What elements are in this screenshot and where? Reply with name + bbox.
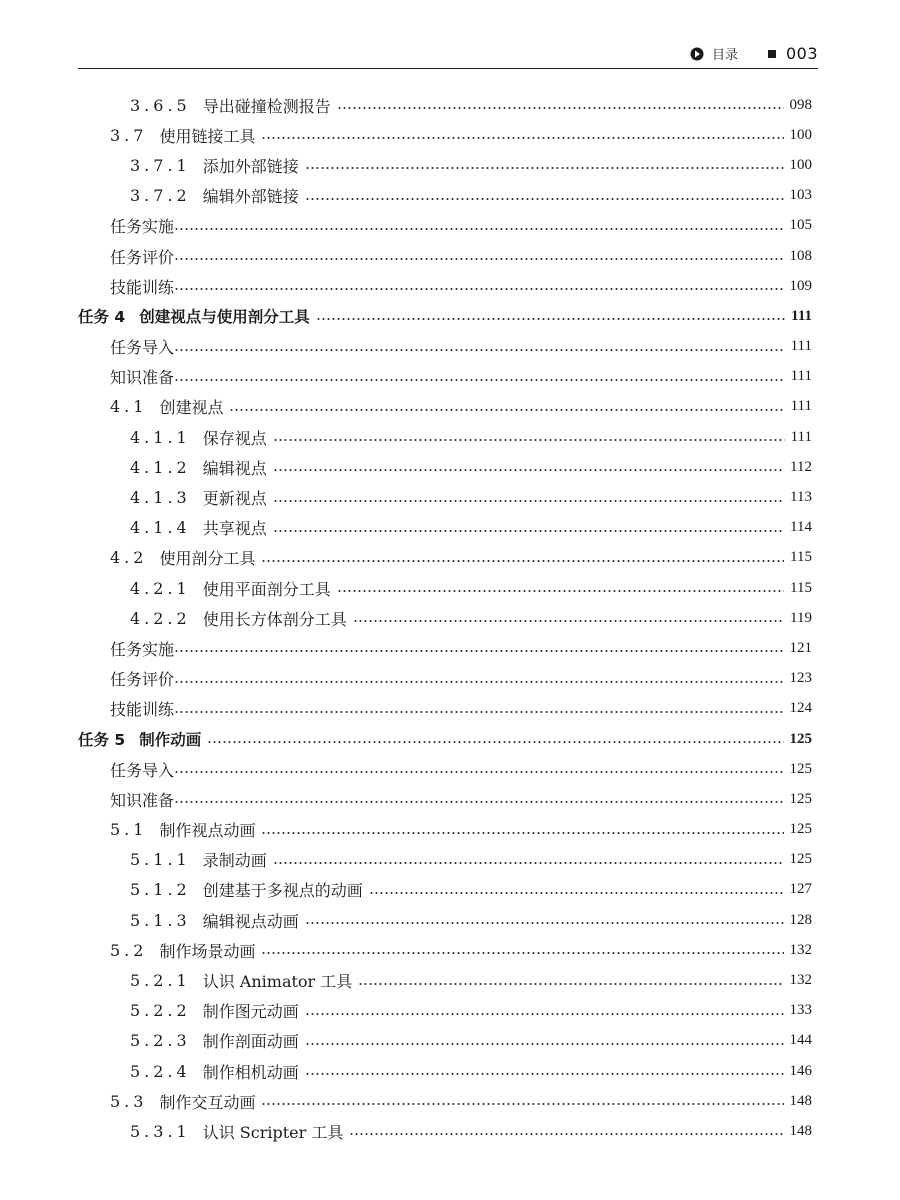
toc-entry-number: 3.7.2: [130, 186, 191, 206]
toc-entry[interactable]: [78, 181, 812, 211]
toc-entry-page: 148: [789, 1122, 812, 1139]
dot-leader: [358, 983, 783, 985]
toc-entry-page: 119: [790, 609, 812, 626]
toc-entry-title: 任务实施: [110, 639, 175, 659]
toc-entry-number: 5.2.3: [130, 1031, 191, 1051]
toc-entry-number: 4.1.3: [130, 488, 191, 508]
toc-entry[interactable]: [78, 1116, 812, 1146]
square-bullet-icon: [768, 50, 776, 58]
toc-entry-number: 5.2.4: [130, 1061, 191, 1081]
toc-entry-page: 108: [789, 247, 812, 264]
toc-entry-title: 认识 Scripter 工具: [202, 1122, 344, 1142]
toc-entry[interactable]: [78, 422, 812, 452]
toc-entry[interactable]: [78, 935, 812, 965]
toc-entry-title: 制作图元动画: [202, 1002, 299, 1022]
toc-entry-page: 112: [790, 458, 812, 475]
dot-leader: [174, 771, 783, 773]
toc-entry[interactable]: [78, 211, 812, 241]
toc-entry-page: 124: [789, 700, 812, 717]
toc-entry[interactable]: [78, 482, 812, 512]
toc-entry[interactable]: [78, 603, 812, 633]
toc-entry[interactable]: [78, 120, 812, 150]
toc-entry-title: 任务实施: [110, 217, 175, 237]
dot-leader: [261, 1103, 783, 1105]
toc-entry-page: 144: [789, 1032, 812, 1049]
toc-entry-title: 技能训练: [110, 700, 175, 720]
dot-leader: [305, 198, 784, 200]
dot-leader: [207, 741, 783, 743]
toc-entry[interactable]: [78, 271, 812, 301]
dot-leader: [316, 318, 785, 320]
toc-entry[interactable]: [78, 362, 812, 392]
header-section-label: 目录: [711, 48, 738, 63]
toc-entry-title: 任务评价: [110, 670, 175, 690]
toc-entry[interactable]: [78, 452, 812, 482]
toc-entry-title: 制作场景动画: [159, 941, 256, 961]
toc-entry-page: 098: [789, 96, 812, 113]
toc-entry[interactable]: [78, 754, 812, 784]
toc-entry-page: 103: [789, 187, 812, 204]
toc-entry-number: 5.1.2: [130, 880, 191, 900]
dot-leader: [261, 832, 783, 834]
toc-entry[interactable]: [78, 543, 812, 573]
toc-entry-title: 制作交互动画: [159, 1092, 256, 1112]
toc-entry-number: 4.2: [110, 548, 148, 568]
toc-entry[interactable]: [78, 573, 812, 603]
toc-entry-page: 115: [790, 579, 812, 596]
toc-entry-page: 115: [790, 549, 812, 566]
toc-entry-number: 5.2.1: [130, 971, 191, 991]
dot-leader: [337, 590, 784, 592]
toc-entry-page: 100: [789, 156, 812, 173]
toc-entry-page: 125: [789, 790, 812, 807]
dot-leader: [305, 1043, 784, 1045]
toc-entry-title: 使用平面剖分工具: [202, 579, 331, 599]
toc-entry-page: 128: [789, 911, 812, 928]
dot-leader: [337, 107, 784, 109]
toc-entry-page: 111: [790, 368, 812, 385]
toc-entry[interactable]: [78, 241, 812, 271]
toc-entry-page: 111: [790, 338, 812, 355]
toc-entry-number: 3.7.1: [130, 155, 191, 175]
dot-leader: [305, 1073, 784, 1075]
toc-entry[interactable]: [78, 905, 812, 935]
toc-entry-title: 保存视点: [202, 428, 267, 448]
dot-leader: [273, 469, 784, 471]
toc-entry-title: 录制动画: [202, 851, 267, 871]
toc-entry-number: 5.1.1: [130, 850, 191, 870]
toc-entry-number: 4.2.2: [130, 608, 191, 628]
toc-entry-title: 编辑视点: [202, 458, 267, 478]
toc-entry[interactable]: [78, 150, 812, 180]
toc-entry-number: 5.1: [110, 820, 148, 840]
toc-entry[interactable]: [78, 301, 812, 331]
dot-leader: [174, 801, 783, 803]
toc-entry[interactable]: [78, 784, 812, 814]
toc-entry[interactable]: [78, 664, 812, 694]
toc-entry-title: 创建视点与使用剖分工具: [139, 308, 310, 327]
dot-leader: [305, 167, 784, 169]
toc-entry[interactable]: [78, 1056, 812, 1086]
toc-entry-page: 125: [789, 851, 812, 868]
toc-entry-page: 123: [789, 670, 812, 687]
dot-leader: [174, 288, 783, 290]
header-right: [690, 44, 818, 63]
toc-entry-title: 编辑外部链接: [202, 187, 299, 207]
page-header: [78, 40, 818, 69]
toc-entry[interactable]: [78, 694, 812, 724]
dot-leader: [174, 711, 783, 713]
toc-entry-number: 5.2: [110, 940, 148, 960]
toc-entry-number: 4.1.1: [130, 427, 191, 447]
toc-entry-page: 100: [789, 126, 812, 143]
toc-entry-page: 105: [789, 217, 812, 234]
dot-leader: [273, 530, 784, 532]
toc-entry[interactable]: [78, 332, 812, 362]
header-page-number: 003: [785, 44, 818, 63]
toc-entry-page: 125: [789, 760, 812, 777]
toc-entry-number: 3.6.5: [130, 95, 191, 115]
toc-entry-title: 使用剖分工具: [159, 549, 256, 569]
toc-entry-page: 109: [789, 277, 812, 294]
toc-entry-page: 132: [789, 972, 812, 989]
toc-entry-number: 5.1.3: [130, 910, 191, 930]
dot-leader: [353, 620, 784, 622]
toc-entry-page: 113: [790, 489, 812, 506]
toc-entry-number: 4.2.1: [130, 578, 191, 598]
dot-leader: [273, 439, 785, 441]
toc-entry[interactable]: [78, 815, 812, 845]
toc-entry-number: 任务 4: [78, 308, 126, 327]
toc-entry-page: 133: [789, 1002, 812, 1019]
toc-entry-page: 114: [790, 519, 812, 536]
dot-leader: [261, 952, 783, 954]
dot-leader: [261, 137, 783, 139]
toc-entry-title: 编辑视点动画: [202, 911, 299, 931]
toc-entry-page: 146: [789, 1062, 812, 1079]
toc-entry-title: 认识 Animator 工具: [202, 972, 353, 992]
toc-entry[interactable]: [78, 633, 812, 663]
dot-leader: [174, 228, 783, 230]
toc-entry-title: 任务导入: [110, 338, 175, 358]
dot-leader: [174, 349, 785, 351]
toc-entry-title: 使用长方体剖分工具: [202, 609, 347, 629]
dot-leader: [174, 379, 785, 381]
toc-entry-title: 使用链接工具: [159, 126, 256, 146]
toc-entry[interactable]: [78, 845, 812, 875]
dot-leader: [273, 862, 784, 864]
toc-entry-title: 任务导入: [110, 760, 175, 780]
toc-entry-page: 121: [789, 639, 812, 656]
toc-entry-page: 132: [789, 941, 812, 958]
toc-entry[interactable]: [78, 392, 812, 422]
toc-entry-page: 125: [789, 730, 812, 747]
dot-leader: [305, 922, 784, 924]
toc-entry-title: 创建视点: [159, 398, 224, 418]
toc-entry[interactable]: [78, 1086, 812, 1116]
arrow-bullet-icon: [690, 47, 704, 61]
toc-entry-number: 3.7: [110, 125, 148, 145]
dot-leader: [174, 650, 783, 652]
toc-entry-title: 更新视点: [202, 489, 267, 509]
toc-entry[interactable]: [78, 513, 812, 543]
toc-entry[interactable]: [78, 90, 812, 120]
toc-entry[interactable]: [78, 724, 812, 754]
toc-entry[interactable]: [78, 996, 812, 1026]
toc-entry-number: 5.2.2: [130, 1001, 191, 1021]
toc-entry-number: 5.3.1: [130, 1121, 191, 1141]
toc-entry-number: 5.3: [110, 1091, 148, 1111]
toc-entry-title: 共享视点: [202, 519, 267, 539]
toc-entry-page: 148: [789, 1092, 812, 1109]
toc-entry-page: 127: [789, 881, 812, 898]
dot-leader: [273, 500, 784, 502]
dot-leader: [229, 409, 784, 411]
toc-entry-page: 111: [790, 398, 812, 415]
toc-entry-title: 导出碰撞检测报告: [202, 96, 331, 116]
toc-entry-title: 技能训练: [110, 277, 175, 297]
table-of-contents: [78, 90, 812, 1147]
dot-leader: [349, 1133, 783, 1135]
dot-leader: [305, 1013, 784, 1015]
dot-leader: [369, 892, 784, 894]
toc-entry-number: 4.1: [110, 397, 148, 417]
dot-leader: [261, 560, 784, 562]
toc-entry-page: 125: [789, 821, 812, 838]
dot-leader: [174, 681, 783, 683]
toc-entry-title: 知识准备: [110, 368, 175, 388]
toc-entry-title: 任务评价: [110, 247, 175, 267]
toc-entry[interactable]: [78, 1026, 812, 1056]
toc-entry-number: 任务 5: [78, 731, 126, 750]
toc-entry-page: 111: [791, 307, 812, 324]
toc-entry-title: 知识准备: [110, 790, 175, 810]
toc-entry-title: 制作剖面动画: [202, 1032, 299, 1052]
toc-entry-title: 创建基于多视点的动画: [202, 881, 363, 901]
toc-entry-title: 制作动画: [139, 731, 202, 750]
toc-entry-number: 4.1.4: [130, 518, 191, 538]
toc-entry[interactable]: [78, 965, 812, 995]
dot-leader: [174, 258, 783, 260]
toc-entry-title: 添加外部链接: [202, 156, 299, 176]
toc-entry-number: 4.1.2: [130, 457, 191, 477]
toc-entry-title: 制作视点动画: [159, 821, 256, 841]
toc-entry[interactable]: [78, 875, 812, 905]
toc-entry-page: 111: [790, 428, 812, 445]
toc-entry-title: 制作相机动画: [202, 1062, 299, 1082]
